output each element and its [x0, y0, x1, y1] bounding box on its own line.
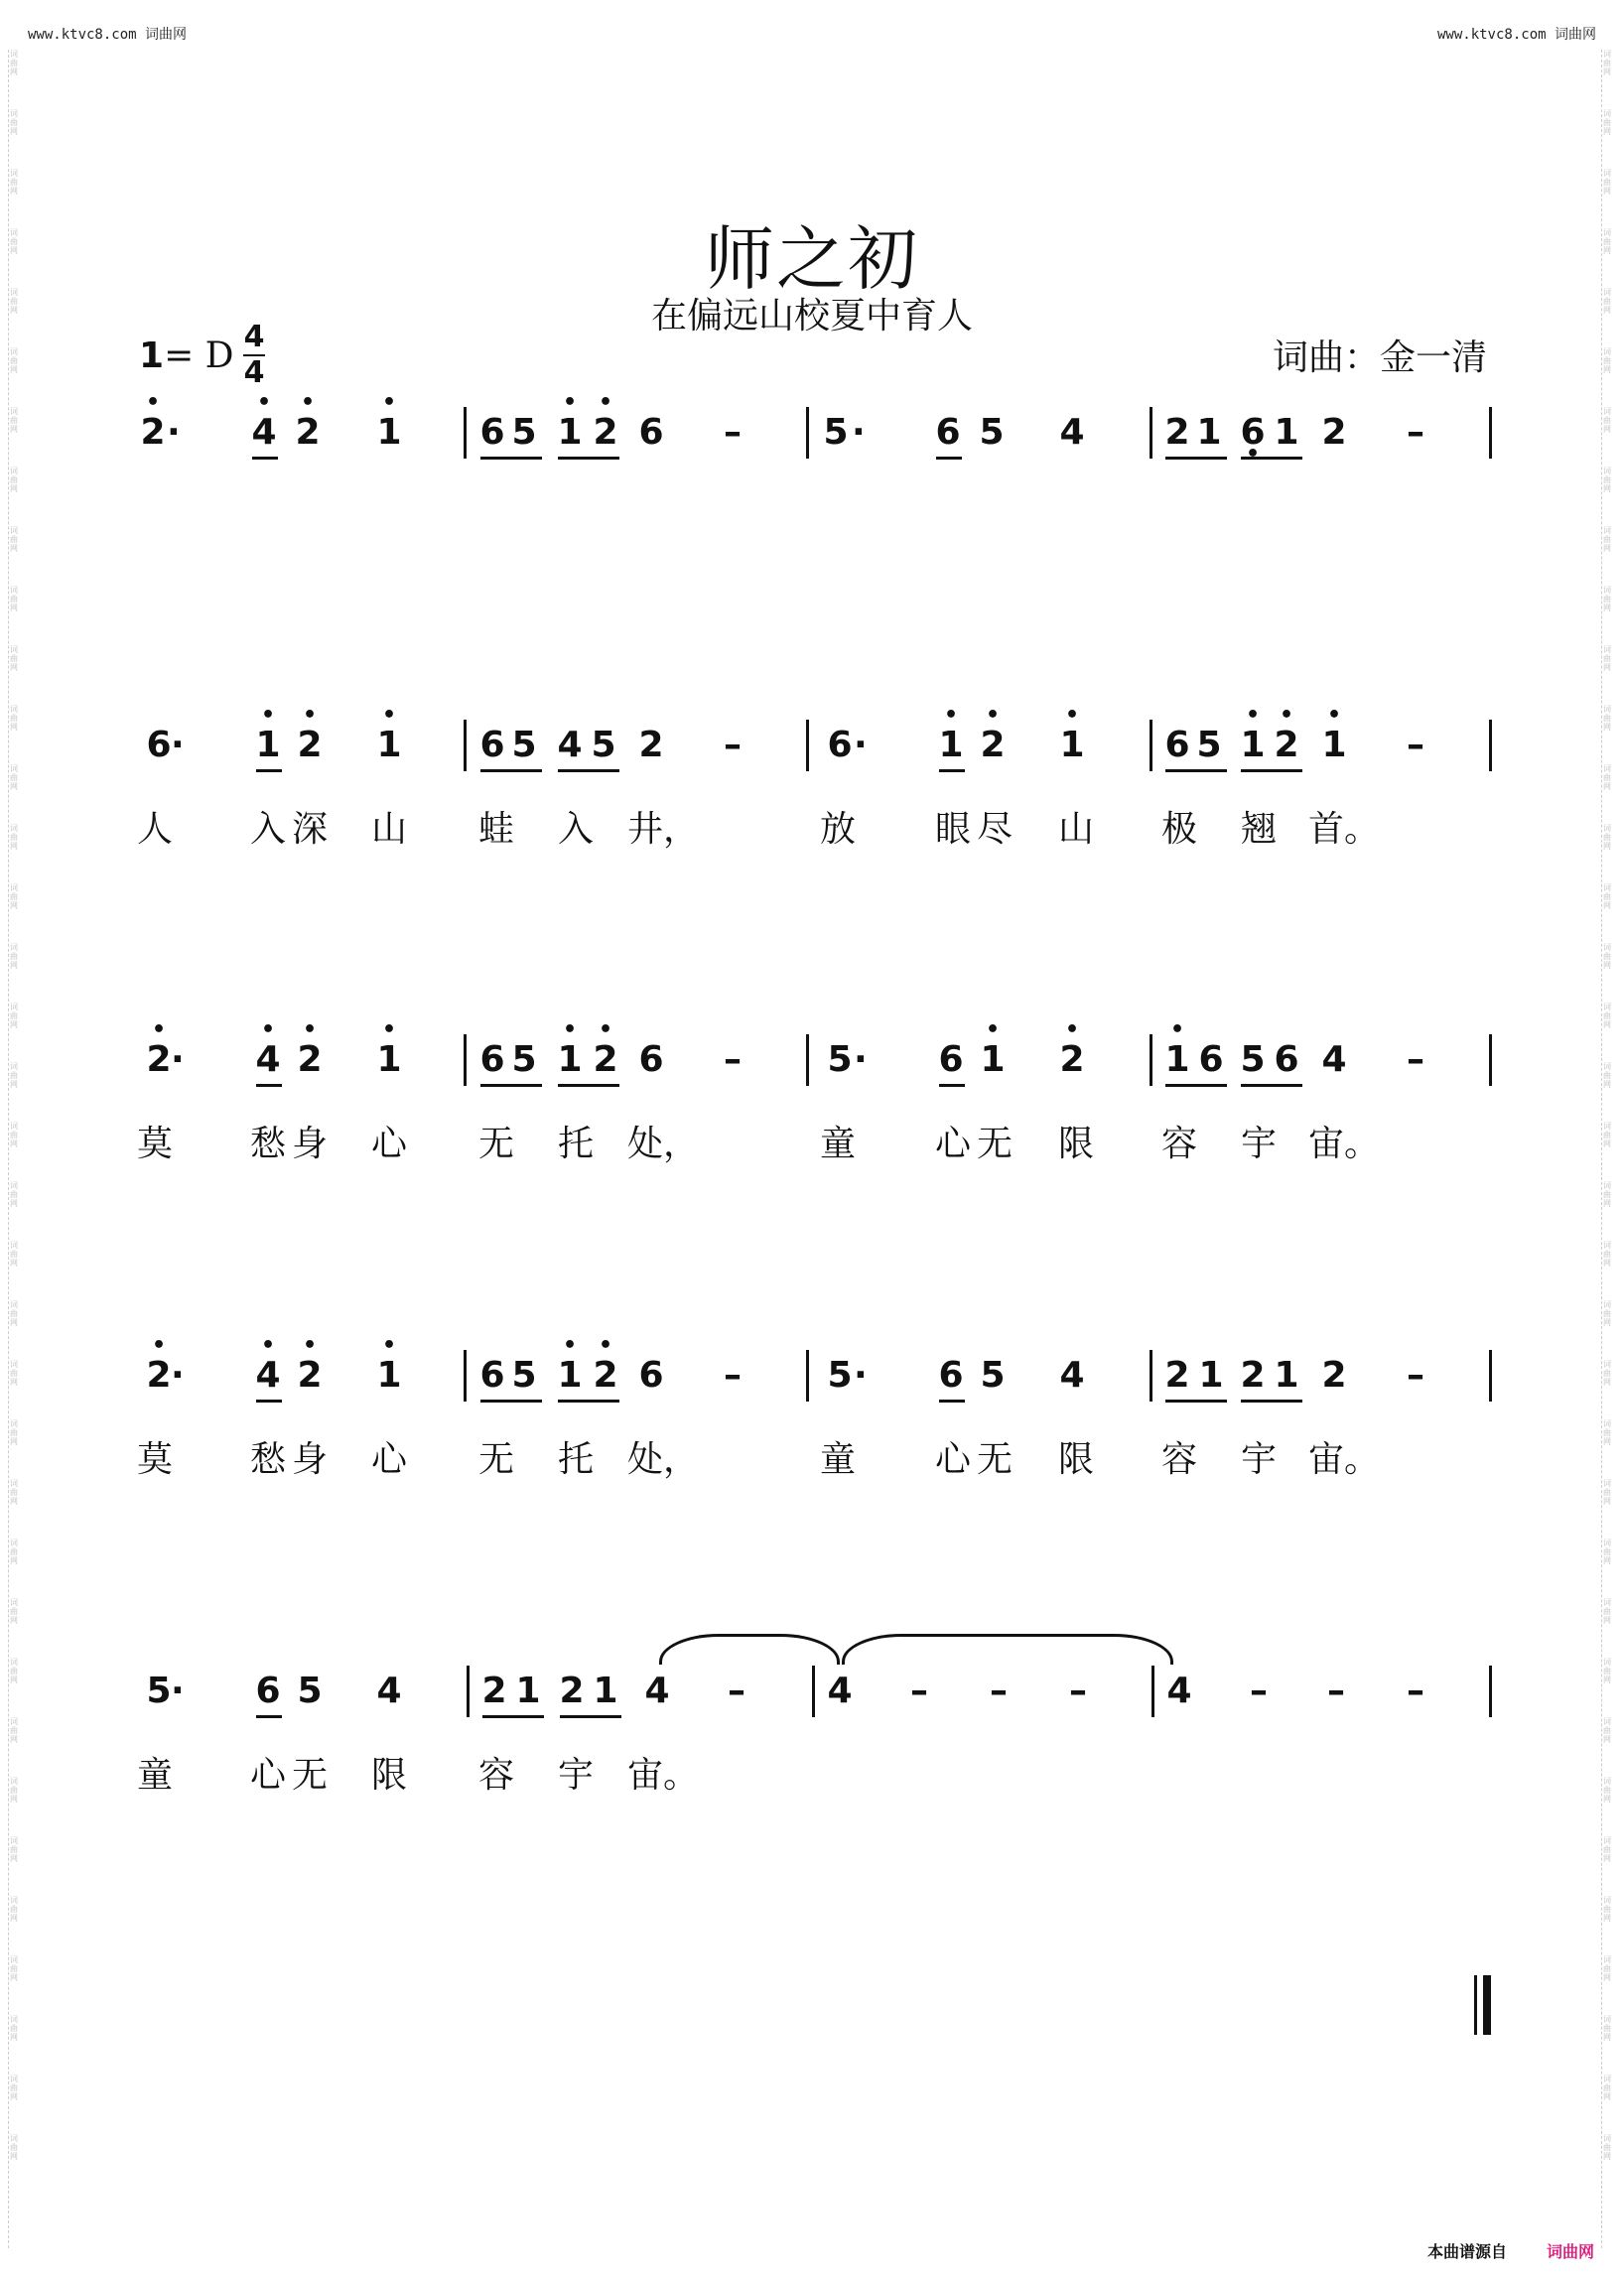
barline [464, 1350, 467, 1402]
note: 1 [593, 1671, 618, 1711]
note: 6 [479, 725, 505, 765]
note: 5 [511, 412, 537, 453]
watermark-label: 词曲网 [10, 943, 18, 970]
lyric: 宇 [1240, 1124, 1277, 1164]
final-barline-thin [1474, 1975, 1477, 2035]
dash: – [1407, 1039, 1424, 1080]
key-one: 1 [139, 335, 165, 376]
lyric: 心 [249, 1755, 286, 1796]
note: 1 [1274, 412, 1299, 453]
watermark-label: 词曲网 [1603, 764, 1611, 791]
lyric: 处， [627, 1439, 700, 1480]
barline [464, 407, 467, 459]
lyric: 心 [934, 1439, 971, 1480]
underline [939, 1400, 965, 1403]
site-header-right: www.ktvc8.com 词曲网 [1436, 27, 1596, 43]
underline [560, 1715, 621, 1718]
watermark-label: 词曲网 [1603, 1479, 1611, 1506]
underline [558, 769, 619, 772]
watermark-label: 词曲网 [10, 1955, 18, 1982]
barline [1489, 1034, 1492, 1086]
note: 2 [1321, 1355, 1347, 1396]
lyric: 处， [627, 1124, 700, 1164]
lyric: 首。 [1308, 809, 1381, 850]
barline [1489, 1350, 1492, 1402]
watermark-label: 词曲网 [1603, 1955, 1611, 1982]
watermark-label: 词曲网 [10, 1122, 18, 1148]
watermark-label: 词曲网 [1603, 1003, 1611, 1029]
dash: – [724, 1039, 742, 1080]
watermark-label: 词曲网 [1603, 705, 1611, 732]
watermark-label: 词曲网 [1603, 1777, 1611, 1804]
tie-arc [659, 1634, 840, 1665]
underline [482, 1715, 544, 1718]
watermark-label: 词曲网 [10, 1836, 18, 1863]
note: • 2 [290, 1034, 330, 1086]
aug-dot: · [167, 412, 181, 453]
aug-dot: · [171, 1671, 185, 1711]
watermark-label: 词曲网 [10, 764, 18, 791]
dash: – [724, 1355, 742, 1396]
note: • 4 [244, 407, 284, 459]
underline [939, 769, 965, 772]
lyric: 愁 [249, 1439, 286, 1480]
barline [1489, 720, 1492, 771]
watermark-label: 词曲网 [10, 883, 18, 910]
aug-dot: · [854, 1355, 868, 1396]
watermark-label: 词曲网 [1603, 1717, 1611, 1744]
underline [1165, 1084, 1227, 1087]
watermark-label: 词曲网 [1603, 228, 1611, 255]
note: • 2 [133, 407, 173, 459]
lyric: 容 [1160, 1124, 1197, 1164]
note: • 2 [586, 407, 625, 459]
underline [256, 1084, 282, 1087]
lyric: 翘 [1240, 809, 1277, 850]
lyric: 心 [934, 1124, 971, 1164]
score-row-2 [0, 720, 1624, 859]
song-title: 师之初 [705, 218, 919, 300]
lyric: 山 [1057, 809, 1094, 850]
underline [256, 769, 282, 772]
note: 6 [827, 725, 853, 765]
note: • 1 [1314, 720, 1354, 771]
note: 6 • [1233, 407, 1273, 459]
barline [806, 407, 809, 459]
watermark-label: 词曲网 [10, 228, 18, 255]
watermark-label: 词曲网 [1603, 824, 1611, 851]
underline [1165, 457, 1227, 460]
note: • 1 [369, 720, 409, 771]
lyric: 限 [370, 1755, 407, 1796]
watermark-label: 词曲网 [1603, 586, 1611, 612]
lyric: 无 [477, 1124, 514, 1164]
underline [252, 457, 278, 460]
note: 6 [638, 1355, 664, 1396]
note: • 2 [290, 1350, 330, 1402]
watermark-label: 词曲网 [10, 407, 18, 434]
watermark-label: 词曲网 [1603, 467, 1611, 493]
note: 1 [1196, 412, 1222, 453]
watermark-label: 词曲网 [10, 1479, 18, 1506]
note: 6 [479, 1039, 505, 1080]
watermark-label: 词曲网 [10, 50, 18, 76]
barline [806, 1350, 809, 1402]
note: 6 [255, 1671, 281, 1711]
score-row-4 [0, 1350, 1624, 1489]
underline [558, 457, 619, 460]
watermark-label: 词曲网 [1603, 645, 1611, 672]
watermark-label: 词曲网 [1603, 526, 1611, 553]
barline [1151, 1666, 1154, 1717]
watermark-label: 词曲网 [1603, 2075, 1611, 2101]
note: • 1 [248, 720, 288, 771]
lyric: 蛙 [477, 809, 514, 850]
note: 6 [638, 412, 664, 453]
note: 5 [1196, 725, 1222, 765]
note: 2 [1321, 412, 1347, 453]
watermark-label: 词曲网 [1603, 1241, 1611, 1268]
aug-dot: · [171, 1355, 185, 1396]
watermark-label: 词曲网 [10, 169, 18, 196]
watermark-label: 词曲网 [10, 109, 18, 136]
note: 5 [297, 1671, 323, 1711]
watermark-label: 词曲网 [10, 1539, 18, 1565]
lyric: 托 [557, 1439, 594, 1480]
lyric: 无 [976, 1124, 1013, 1164]
lyric: 宙。 [1308, 1439, 1381, 1480]
barline [467, 1666, 470, 1717]
underline [936, 457, 962, 460]
note: 4 [644, 1671, 670, 1711]
aug-dot: · [171, 1039, 185, 1080]
lyric: 莫 [136, 1439, 173, 1480]
note: 6 [479, 1355, 505, 1396]
dash: – [1407, 1671, 1424, 1711]
note: • 1 [973, 1034, 1013, 1086]
note: • 2 [1267, 720, 1306, 771]
lyricist-composer-credit: 词曲：金一清 [1272, 337, 1487, 378]
note: • 1 [1052, 720, 1092, 771]
watermark-label: 词曲网 [1603, 407, 1611, 434]
lyric: 宇 [557, 1755, 594, 1796]
watermark-label: 词曲网 [10, 1003, 18, 1029]
lyric: 无 [477, 1439, 514, 1480]
note: 5 [1240, 1039, 1266, 1080]
lyric: 容 [1160, 1439, 1197, 1480]
watermark-label: 词曲网 [10, 467, 18, 493]
watermark-label: 词曲网 [10, 1181, 18, 1208]
note: • 1 [1233, 720, 1273, 771]
watermark-label: 词曲网 [10, 288, 18, 315]
watermark-label: 词曲网 [1603, 1122, 1611, 1148]
watermark-label: 词曲网 [1603, 109, 1611, 136]
note: 6 [638, 1039, 664, 1080]
dash: – [728, 1671, 745, 1711]
score-row-5 [0, 1666, 1624, 1805]
underline [1241, 457, 1302, 460]
note: 5 [827, 1355, 853, 1396]
note: • 2 [586, 1350, 625, 1402]
watermark-label: 词曲网 [10, 1241, 18, 1268]
note: 1 [1198, 1355, 1224, 1396]
barline [1150, 720, 1152, 771]
note: 6 [935, 412, 961, 453]
note: • 2 [973, 720, 1013, 771]
lyric: 入 [557, 809, 594, 850]
dash: – [1250, 1671, 1268, 1711]
aug-dot: · [171, 725, 185, 765]
underline [1241, 1400, 1302, 1403]
underline [256, 1715, 282, 1718]
underline [558, 1084, 619, 1087]
time-signature-bottom: 4 [243, 355, 265, 390]
note: 2 [559, 1671, 585, 1711]
dash: – [1407, 1355, 1424, 1396]
watermark-label: 词曲网 [1603, 2134, 1611, 2161]
watermark-label: 词曲网 [1603, 1062, 1611, 1089]
watermark-label: 词曲网 [10, 2015, 18, 2042]
barline [1150, 1034, 1152, 1086]
lyric: 眼 [934, 809, 971, 850]
watermark-label: 词曲网 [1603, 1598, 1611, 1625]
watermark-label: 词曲网 [10, 1300, 18, 1327]
note: 6 [1198, 1039, 1224, 1080]
key-signature [139, 335, 234, 376]
note: 5 [979, 412, 1005, 453]
key-eq: = D [164, 335, 234, 376]
lyric: 无 [291, 1755, 328, 1796]
watermark-label: 词曲网 [10, 347, 18, 374]
barline [812, 1666, 815, 1717]
underline [480, 457, 542, 460]
score-row-3 [0, 1034, 1624, 1173]
note: 2 [1240, 1355, 1266, 1396]
underline [1241, 769, 1302, 772]
dash: – [1069, 1671, 1087, 1711]
watermark-label: 词曲网 [10, 1717, 18, 1744]
watermark-label: 词曲网 [1603, 1896, 1611, 1923]
lyric: 童 [136, 1755, 173, 1796]
lyric: 心 [370, 1439, 407, 1480]
watermark-label: 词曲网 [10, 586, 18, 612]
note: 5 [511, 1355, 537, 1396]
note: • 4 [248, 1034, 288, 1086]
underline [558, 1400, 619, 1403]
dash: – [724, 725, 742, 765]
note: • 1 [550, 1350, 590, 1402]
watermark-label: 词曲网 [10, 526, 18, 553]
note: • 2 [586, 1034, 625, 1086]
lyric: 入 [249, 809, 286, 850]
lyric: 心 [370, 1124, 407, 1164]
underline [480, 769, 542, 772]
lyric: 童 [819, 1124, 856, 1164]
watermark-label: 词曲网 [1603, 1539, 1611, 1565]
note: 5 [511, 1039, 537, 1080]
lyric: 身 [291, 1124, 328, 1164]
note: 4 [1059, 412, 1085, 453]
underline [480, 1400, 542, 1403]
note: 4 [1166, 1671, 1192, 1711]
note: • 1 [1157, 1034, 1197, 1086]
note: 6 [1274, 1039, 1299, 1080]
watermark-label: 词曲网 [10, 1896, 18, 1923]
watermark-label: 词曲网 [10, 1419, 18, 1446]
note: 6 [1164, 725, 1190, 765]
lyric: 宙。 [627, 1755, 700, 1796]
note: 4 [557, 725, 583, 765]
lyric: 限 [1057, 1124, 1094, 1164]
note: • 1 [931, 720, 971, 771]
note: 2 [1164, 412, 1190, 453]
aug-dot: · [854, 1039, 868, 1080]
tie-arc [842, 1634, 1173, 1665]
time-signature-top: 4 [243, 320, 265, 354]
aug-dot: · [854, 725, 868, 765]
note: 6 [146, 725, 172, 765]
barline [1150, 1350, 1152, 1402]
underline [1241, 1084, 1302, 1087]
footer-source [1427, 2239, 1594, 2262]
note: • 1 [369, 1350, 409, 1402]
final-barline-thick [1483, 1975, 1491, 2035]
barline [464, 1034, 467, 1086]
underline [480, 1084, 542, 1087]
lyric: 放 [819, 809, 856, 850]
barline [806, 1034, 809, 1086]
watermark-label: 词曲网 [10, 1777, 18, 1804]
note: • 2 [139, 1034, 179, 1086]
lyric: 无 [976, 1439, 1013, 1480]
note: 4 [1321, 1039, 1347, 1080]
note: 6 [938, 1355, 964, 1396]
lyric: 托 [557, 1124, 594, 1164]
watermark-label: 词曲网 [10, 645, 18, 672]
barline [1150, 407, 1152, 459]
song-subtitle: 在偏远山校夏中育人 [650, 296, 973, 336]
watermark-label: 词曲网 [1603, 1836, 1611, 1863]
watermark-label: 词曲网 [10, 1360, 18, 1387]
barline [1489, 1666, 1492, 1717]
lyric: 人 [136, 809, 173, 850]
aug-dot: · [852, 412, 866, 453]
note: • 1 [550, 1034, 590, 1086]
note: 1 [515, 1671, 541, 1711]
dash: – [724, 412, 742, 453]
dash: – [1407, 725, 1424, 765]
watermark-label: 词曲网 [1603, 1419, 1611, 1446]
note: 6 [938, 1039, 964, 1080]
barline [464, 720, 467, 771]
note: 5 [591, 725, 616, 765]
lyric: 井， [627, 809, 700, 850]
note: • 2 [139, 1350, 179, 1402]
note: 6 [479, 412, 505, 453]
site-header-left: www.ktvc8.com 词曲网 [28, 27, 188, 43]
lyric: 莫 [136, 1124, 173, 1164]
watermark-label: 词曲网 [1603, 288, 1611, 315]
note: • 2 [1052, 1034, 1092, 1086]
watermark-label: 词曲网 [1603, 1360, 1611, 1387]
barline [1489, 407, 1492, 459]
underline [939, 1084, 965, 1087]
note: • 1 [369, 407, 409, 459]
note: 4 [376, 1671, 402, 1711]
watermark-label: 词曲网 [10, 705, 18, 732]
note: • 1 [369, 1034, 409, 1086]
watermark-label: 词曲网 [1603, 169, 1611, 196]
note: 2 [638, 725, 664, 765]
lyric: 童 [819, 1439, 856, 1480]
score-row-1 [0, 407, 1624, 546]
lyric: 宇 [1240, 1439, 1277, 1480]
lyric: 尽 [976, 809, 1013, 850]
note: 1 [1274, 1355, 1299, 1396]
note: 5 [511, 725, 537, 765]
watermark-label: 词曲网 [1603, 50, 1611, 76]
note: 2 [1164, 1355, 1190, 1396]
note: • 2 [288, 407, 328, 459]
lyric: 深 [291, 809, 328, 850]
note: 4 [1059, 1355, 1085, 1396]
note: 5 [980, 1355, 1006, 1396]
watermark-label: 词曲网 [10, 1062, 18, 1089]
footer-brand-link[interactable]: 词曲网 [1546, 2242, 1594, 2261]
watermark-label: 词曲网 [10, 1658, 18, 1684]
note: 4 [827, 1671, 853, 1711]
note: 5 [827, 1039, 853, 1080]
footer-source-label: 本曲谱源自 [1426, 2242, 1507, 2261]
watermark-label: 词曲网 [1603, 2015, 1611, 2042]
watermark-label: 词曲网 [1603, 1181, 1611, 1208]
lyric: 愁 [249, 1124, 286, 1164]
watermark-label: 词曲网 [10, 824, 18, 851]
watermark-label: 词曲网 [1603, 1300, 1611, 1327]
lyric: 极 [1160, 809, 1197, 850]
underline [1165, 1400, 1227, 1403]
note: 5 [823, 412, 849, 453]
note: • 4 [248, 1350, 288, 1402]
watermark-label: 词曲网 [10, 1598, 18, 1625]
lyric: 宙。 [1308, 1124, 1381, 1164]
dash: – [990, 1671, 1008, 1711]
watermark-label: 词曲网 [1603, 1658, 1611, 1684]
underline [256, 1400, 282, 1403]
watermark-label: 词曲网 [10, 2134, 18, 2161]
watermark-label: 词曲网 [1603, 943, 1611, 970]
watermark-label: 词曲网 [1603, 883, 1611, 910]
note: 5 [146, 1671, 172, 1711]
barline [806, 720, 809, 771]
watermark-label: 词曲网 [10, 2075, 18, 2101]
lyric: 限 [1057, 1439, 1094, 1480]
lyric: 身 [291, 1439, 328, 1480]
underline [1165, 769, 1227, 772]
note: • 1 [550, 407, 590, 459]
note: 2 [481, 1671, 507, 1711]
lyric: 山 [370, 809, 407, 850]
dash: – [1407, 412, 1424, 453]
dash: – [910, 1671, 928, 1711]
note: • 2 [290, 720, 330, 771]
lyric: 容 [477, 1755, 514, 1796]
watermark-label: 词曲网 [1603, 347, 1611, 374]
dash: – [1327, 1671, 1345, 1711]
